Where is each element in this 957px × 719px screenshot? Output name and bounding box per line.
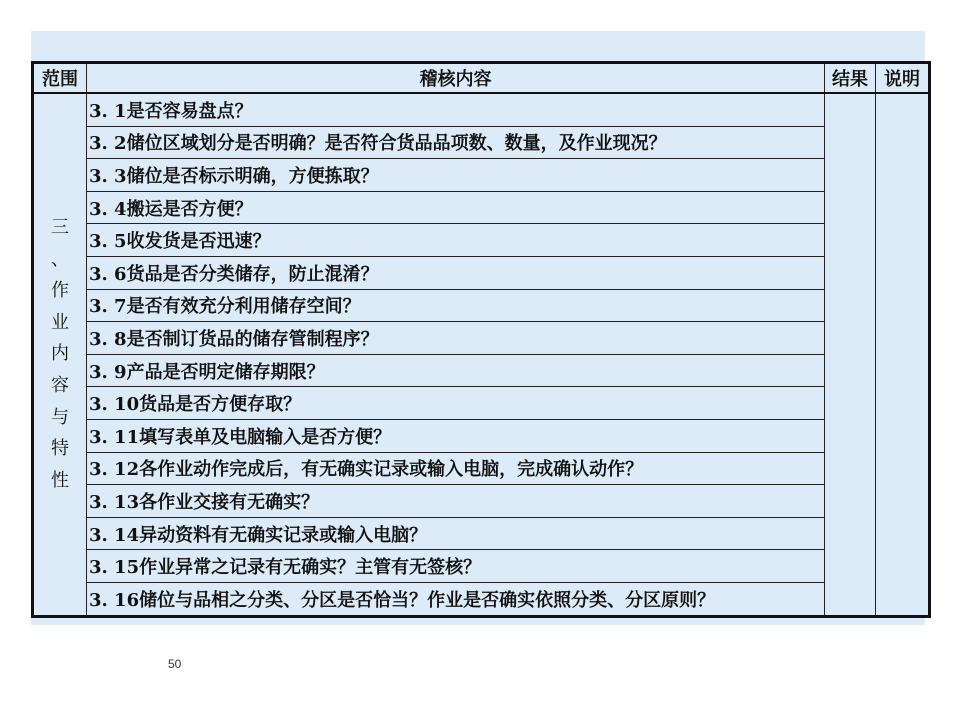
audit-item: 3. 5收发货是否迅速？	[87, 224, 825, 257]
note-cell[interactable]	[876, 93, 930, 616]
table-row	[33, 485, 930, 518]
table-row	[33, 387, 930, 420]
table-row	[33, 452, 930, 485]
audit-item: 3. 13各作业交接有无确实？	[87, 485, 825, 518]
scope-char: 与	[51, 406, 69, 428]
table-row	[33, 256, 930, 289]
table-row	[33, 419, 930, 452]
table-row	[33, 322, 930, 355]
scope-char: 、	[51, 248, 69, 270]
scope-char: 作	[51, 280, 69, 302]
audit-item: 3. 16储位与品相之分类、分区是否恰当？作业是否确实依照分类、分区原则？	[87, 582, 825, 616]
audit-item: 3. 12各作业动作完成后，有无确实记录或输入电脑，完成确认动作？	[87, 452, 825, 485]
table-row	[33, 126, 930, 159]
audit-item: 3. 7是否有效充分利用储存空间？	[87, 289, 825, 322]
table-row	[33, 159, 930, 192]
header-scope: 范围	[33, 63, 87, 94]
table-row	[33, 289, 930, 322]
scope-char: 业	[51, 311, 69, 333]
header-row	[33, 63, 930, 94]
scope-char: 特	[51, 438, 69, 460]
scope-char: 三	[51, 217, 69, 239]
audit-item: 3. 15作业异常之记录有无确实？主管有无签核？	[87, 550, 825, 583]
audit-item: 3. 8是否制订货品的储存管制程序？	[87, 322, 825, 355]
audit-item: 3. 14异动资料有无确实记录或输入电脑？	[87, 517, 825, 550]
scope-char: 内	[51, 343, 69, 365]
scope-char: 容	[51, 375, 69, 397]
table-row	[33, 582, 930, 616]
header-result: 结果	[825, 63, 876, 94]
table-row	[33, 224, 930, 257]
scope-char: 性	[51, 469, 69, 491]
table-row	[33, 517, 930, 550]
result-cell[interactable]	[825, 93, 876, 616]
audit-item: 3. 10货品是否方便存取？	[87, 387, 825, 420]
audit-item: 3. 9产品是否明定储存期限？	[87, 354, 825, 387]
audit-table	[31, 61, 931, 618]
audit-item: 3. 4搬运是否方便？	[87, 191, 825, 224]
page-number: 50	[168, 657, 182, 671]
audit-item: 3. 6货品是否分类储存，防止混淆？	[87, 256, 825, 289]
audit-item: 3. 3储位是否标示明确，方便拣取？	[87, 159, 825, 192]
scope-cell	[33, 93, 87, 616]
table-row	[33, 191, 930, 224]
table-row	[33, 550, 930, 583]
header-content: 稽核内容	[87, 63, 825, 94]
audit-item: 3. 11填写表单及电脑输入是否方便？	[87, 419, 825, 452]
table-row	[33, 93, 930, 126]
header-note: 说明	[876, 63, 930, 94]
table-row	[33, 354, 930, 387]
audit-item: 3. 1是否容易盘点？	[87, 93, 825, 126]
audit-item: 3. 2储位区域划分是否明确？是否符合货品品项数、数量，及作业现况？	[87, 126, 825, 159]
